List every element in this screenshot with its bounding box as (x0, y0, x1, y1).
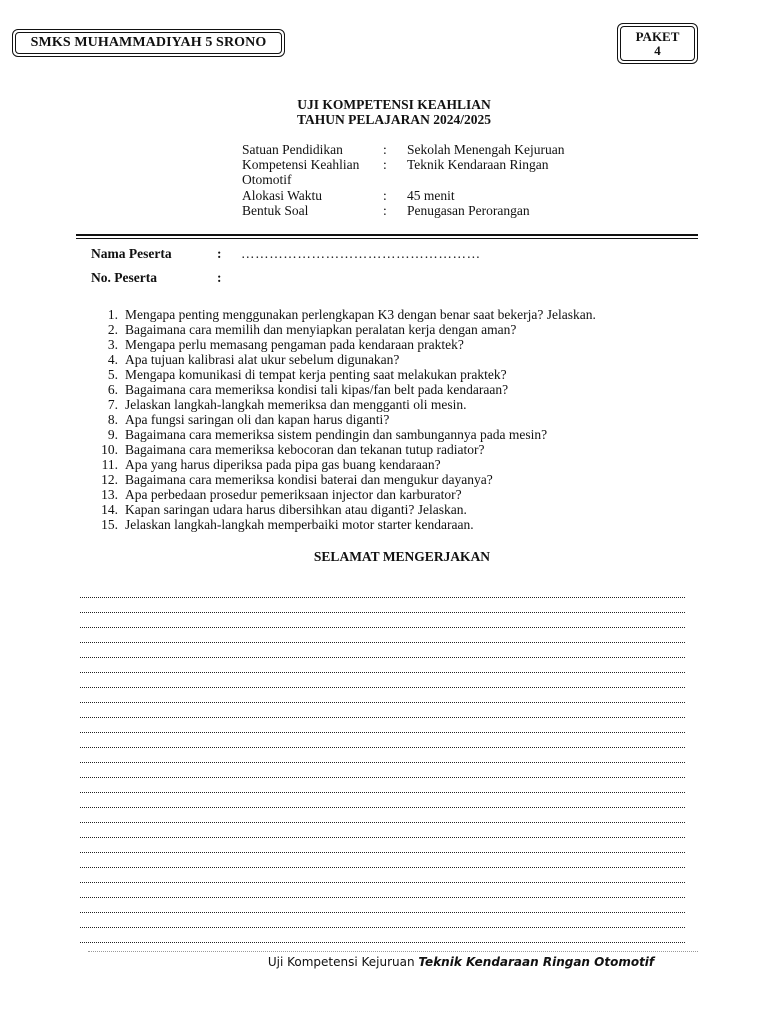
answer-line (80, 793, 685, 808)
info-colon: : (383, 142, 387, 157)
question-number: 6. (107, 382, 118, 397)
participant-number-label: No. Peserta (91, 270, 157, 285)
question-number: 12. (101, 472, 118, 487)
info-colon: : (383, 187, 387, 203)
answer-line (80, 583, 685, 598)
school-name: SMKS MUHAMMADIYAH 5 SRONO (15, 32, 282, 54)
question-text: Apa yang harus diperiksa pada pipa gas buang kendaraan? (125, 457, 441, 472)
answer-line (80, 718, 685, 733)
question-number: 15. (101, 517, 118, 532)
info-value: Teknik Kendaraan Ringan (407, 157, 549, 173)
answer-line (80, 763, 685, 778)
header-divider-thick (76, 234, 698, 236)
header-divider-thin (76, 238, 698, 239)
answer-line (80, 703, 685, 718)
info-label: Satuan Pendidikan (242, 142, 343, 157)
answer-line (80, 808, 685, 823)
question-text: Bagaimana cara memeriksa sistem pendingin dan sambungannya pada mesin? (125, 427, 548, 442)
question-number: 2. (107, 322, 118, 337)
field-colon: : (217, 270, 222, 285)
info-value: Penugasan Perorangan (407, 202, 530, 218)
question-text: Apa perbedaan prosedur pemeriksaan injector dan karburator? (125, 487, 462, 502)
question-number: 14. (101, 502, 118, 517)
answer-line (80, 883, 685, 898)
answer-line (80, 778, 685, 793)
answer-line (80, 688, 685, 703)
field-colon: : (217, 246, 222, 261)
question-number: 8. (107, 412, 118, 427)
info-label: Bentuk Soal (242, 202, 309, 218)
exam-title: UJI KOMPETENSI KEAHLIAN (297, 97, 491, 112)
question-text: Jelaskan langkah-langkah memperbaiki motor starter kendaraan. (125, 517, 474, 532)
question-number: 13. (101, 487, 118, 502)
question-text: Apa tujuan kalibrasi alat ukur sebelum digunakan? (125, 352, 400, 367)
question-number: 5. (107, 367, 118, 382)
paket-number: 4 (654, 42, 661, 58)
answer-line (80, 628, 685, 643)
answer-area (80, 583, 685, 943)
question-number: 11. (101, 457, 118, 472)
participant-name-label: Nama Peserta (91, 246, 172, 261)
question-number: 7. (107, 397, 118, 412)
answer-line (80, 673, 685, 688)
paket-box (617, 23, 698, 64)
answer-line (80, 868, 685, 883)
answer-line (80, 853, 685, 868)
answer-line (80, 598, 685, 613)
question-text: Mengapa komunikasi di tempat kerja penting saat melakukan praktek? (125, 367, 507, 382)
paket-label: PAKET (635, 28, 680, 44)
footer-prefix: Uji Kompetensi Kejuruan (267, 955, 419, 969)
info-value: Sekolah Menengah Kejuruan (407, 142, 565, 157)
info-colon: : (383, 157, 387, 173)
answer-line (80, 613, 685, 628)
info-label-continued: Otomotif (242, 172, 292, 188)
answer-line (80, 913, 685, 928)
question-text: Bagaimana cara memeriksa kebocoran dan tekanan tutup radiator? (125, 442, 485, 457)
participant-name-field (91, 246, 481, 262)
answer-line (80, 658, 685, 673)
question-text: Mengapa penting menggunakan perlengkapan K3 dengan benar saat bekerja? Jelaskan. (125, 307, 596, 322)
question-text: Kapan saringan udara harus dibersihkan atau diganti? Jelaskan. (125, 502, 467, 517)
question-number: 9. (107, 427, 118, 442)
footer-emphasis: Teknik Kendaraan Ringan Otomotif (418, 955, 655, 969)
answer-line (80, 643, 685, 658)
answer-line (80, 733, 685, 748)
answer-line (80, 928, 685, 943)
question-text: Jelaskan langkah-langkah memeriksa dan mengganti oli mesin. (125, 397, 467, 412)
academic-year: TAHUN PELAJARAN 2024/2025 (296, 112, 491, 127)
answer-line (80, 898, 685, 913)
answer-line (80, 823, 685, 838)
question-number: 4. (107, 352, 118, 367)
question-text: Mengapa perlu memasang pengaman pada kendaraan praktek? (125, 337, 464, 352)
question-number: 10. (101, 442, 118, 457)
answer-line (80, 838, 685, 853)
info-value: 45 menit (407, 187, 455, 203)
answer-line (80, 748, 685, 763)
info-label: Alokasi Waktu (242, 187, 323, 203)
participant-number-field (91, 270, 222, 286)
info-colon: : (383, 202, 387, 218)
footer-divider (88, 951, 698, 952)
question-text: Bagaimana cara memilih dan menyiapkan peralatan kerja dengan aman? (125, 322, 517, 337)
question-text: Bagaimana cara memeriksa kondisi baterai dan mengukur dayanya? (125, 472, 493, 487)
closing-message: SELAMAT MENGERJAKAN (313, 549, 491, 564)
question-text: Apa fungsi saringan oli dan kapan harus diganti? (125, 412, 390, 427)
question-number: 1. (107, 307, 118, 322)
question-text: Bagaimana cara memeriksa kondisi tali kipas/fan belt pada kendaraan? (125, 382, 509, 397)
question-number: 3. (107, 337, 118, 352)
participant-name-blank: …………………………………………… (241, 246, 481, 261)
info-label: Kompetensi Keahlian (242, 157, 360, 173)
page-footer (0, 955, 768, 969)
school-name-box (12, 29, 285, 57)
